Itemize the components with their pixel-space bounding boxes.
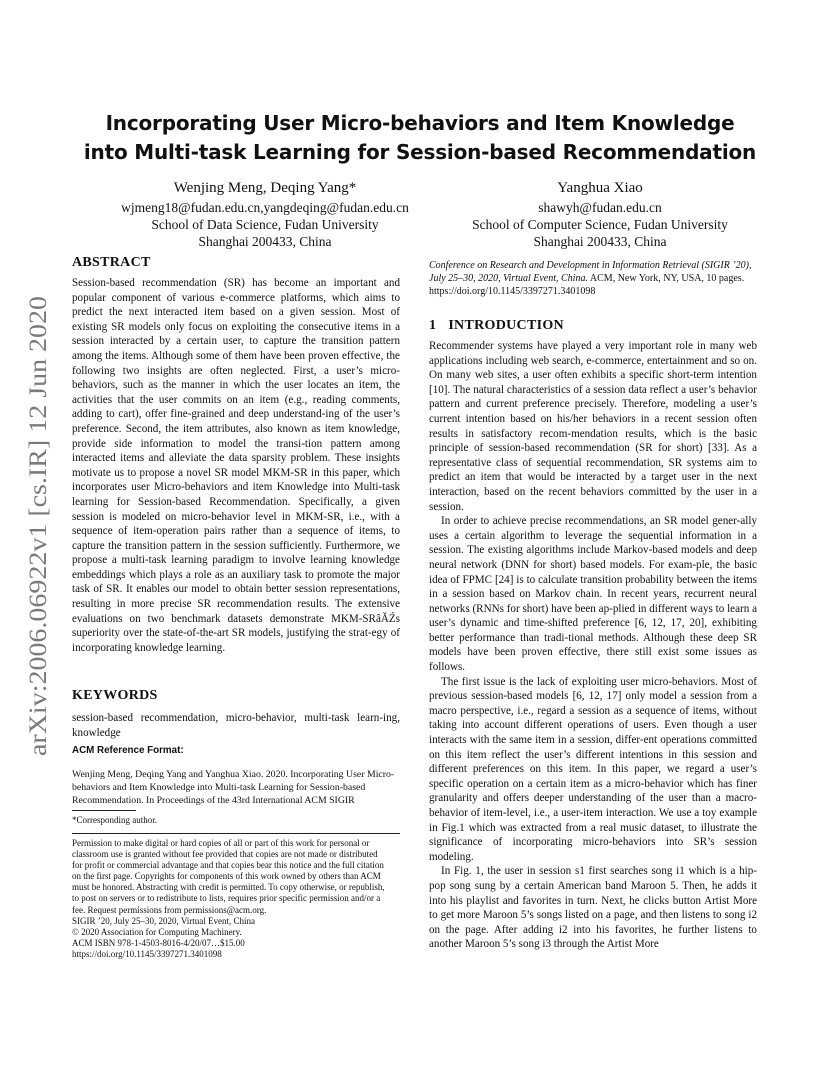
- introduction-line: sequential recommendation, SR systems aim to predict an item that: [429, 456, 758, 484]
- permission-line: SIGIR ’20, July 25–30, 2020, Virtual Event, China: [72, 915, 256, 926]
- introduction-line: reflect a user’s behavior pattern and current preference precisely.: [429, 383, 757, 411]
- abstract-paragraph-line: tion pattern among interacted items and alleviate the data sparsity: [72, 437, 400, 465]
- author-affiliation: School of Computer Science, Fudan University: [472, 217, 728, 232]
- abstract-paragraph-line: evaluations on two benchmark datasets demonstrate MKM-SRâĂŹs: [72, 612, 400, 625]
- section-number: 1: [429, 318, 437, 333]
- introduction-line: adds it into his playlist and favorites in turn. Next, he clicks button: [429, 879, 757, 907]
- abstract-paragraph: [72, 276, 400, 655]
- paper-title-line-1: Incorporating User Micro-behaviors and Item Knowledge: [105, 111, 735, 135]
- author-location: Shanghai 200433, China: [533, 234, 667, 249]
- introduction-line: understanding of the user than a macro-behavior of item-level, i.e.,: [429, 792, 757, 819]
- keywords-paragraph-line: session-based recommendation, micro-behavior, multi-task learn-: [72, 712, 384, 724]
- introduction-line: in a session. The existing algorithms include Markov-based models: [429, 529, 758, 557]
- introduction-line: from a macro perspective, i.e., regard a session as a sequence of: [429, 690, 757, 717]
- introduction-line: further listens to another Maroon 5’s song i3 through the Artist More: [429, 923, 757, 951]
- abstract-paragraph-line: Session-based recommendation (SR) has become an important and: [72, 277, 400, 289]
- introduction-line: between the items in a session based on Markov chain. In recent: [429, 573, 757, 601]
- introduction-paragraph: [429, 864, 757, 952]
- author-block-right: [435, 178, 765, 250]
- abstract-paragraph-line: of SR. It enables our model to obtain better session representations,: [93, 583, 401, 596]
- author-affiliation: School of Data Science, Fudan University: [151, 217, 379, 232]
- abstract-paragraph-line: Recommendation. Specifically, a given session is modeled on micro-: [72, 495, 400, 523]
- introduction-line: intentions in this session and different preferences on this item. In: [429, 748, 757, 776]
- introduction-line: and deep neural network (DNN for short) based models. For exam-: [429, 544, 757, 571]
- footnote-corresponding-author: *Corresponding author.: [72, 815, 157, 825]
- acm-reference-body: [72, 758, 400, 817]
- conference-dates: July 25–30, 2020, Virtual Event, China.: [429, 273, 588, 284]
- abstract-paragraph-line: task learning paradigm to involve learning knowledge embeddings: [72, 554, 400, 581]
- abstract-paragraph-line: pairs rather than a sequence of items, to capture the transition: [72, 525, 401, 552]
- introduction-line: Therefore, modeling a user’s current intention based on his/her: [429, 398, 757, 425]
- paper-title-line-2: into Multi-task Learning for Session-based Recommendation: [83, 140, 757, 164]
- author-block-left: [80, 178, 450, 250]
- introduction-line: hip-pop song sung by a certain American band Maroon 5. Then, he: [429, 865, 757, 892]
- introduction-line: years, recurrent neural networks (RNNs for short) have been ap-: [429, 588, 757, 615]
- permission-line: must be honored. Abstracting with credit is permitted. To copy otherwise, or republish,: [72, 882, 385, 893]
- introduction-line: ple, the basic idea of FPMC [24] is to calculate transition probability: [429, 558, 757, 586]
- introduction-line: ally uses a certain algorithm to leverage the sequential information: [429, 515, 757, 542]
- author-email: wjmeng18@fudan.edu.cn,yangdeqing@fudan.edu.cn: [121, 200, 409, 215]
- keywords-heading: KEYWORDS: [72, 688, 158, 703]
- abstract-paragraph-line: popular component of various e-commerce platforms, which aims: [72, 291, 392, 304]
- author-email: shawyh@fudan.edu.cn: [538, 200, 662, 215]
- abstract-paragraph-line: and item Knowledge into Multi-task learning for Session-based: [72, 481, 400, 508]
- conference-publisher: ACM, New York, NY, USA, 10 pages.: [587, 273, 745, 284]
- introduction-line: as a micro-behavior which has finer granularity and offers deeper: [429, 777, 757, 805]
- abstract-paragraph-line: egy of incorporating knowledge learning.: [72, 627, 400, 654]
- abstract-paragraph-line: problem. These insights motivate us to propose a novel SR model: [72, 452, 400, 479]
- section-title: INTRODUCTION: [448, 318, 564, 333]
- permission-line: Permission to make digital or hard copies of all or part of this work for personal or: [72, 838, 370, 848]
- author-location: Shanghai 200433, China: [198, 234, 332, 249]
- introduction-line: would be interacted by a target user in the next interaction, based: [429, 471, 758, 498]
- permission-line: ACM ISBN 978-1-4503-8016-4/20/07…$15.00: [72, 937, 245, 948]
- introduction-line: a user-item interaction. We use a toy example in Fig.1 which was: [429, 807, 757, 834]
- author-names: Yanghua Xiao: [557, 180, 643, 196]
- introduction-line: recommendation (SR for short) [33]. As a representative class of: [429, 442, 757, 469]
- abstract-paragraph-line: superiority over the state-of-the-art SR models, justifying the strat-: [72, 627, 372, 640]
- conference-info-line-2: [429, 272, 757, 285]
- abstract-body: [72, 276, 400, 655]
- abstract-paragraph-line: behavior level in MKM-SR, i.e., with a sequence of item-operation: [72, 510, 400, 538]
- keywords-paragraph: [72, 711, 400, 740]
- abstract-paragraph-line: user’s micro-behaviors, such as the manner in which the user locates: [72, 364, 400, 392]
- introduction-line: plied in different ways to learn a user’s dynamic and time-shifted: [429, 602, 757, 630]
- abstract-paragraph-line: as item knowledge, provide side information to model the transi-: [72, 422, 400, 450]
- introduction-line: on the recent behaviors committed by the user in a session.: [429, 485, 757, 513]
- introduction-line: effective, there still exist some issues as follows.: [429, 646, 757, 674]
- abstract-paragraph-line: which plays a role as an auxiliary task to promote the major task: [72, 568, 400, 596]
- permission-line: fee. Request permissions from permissions@acm.org.: [72, 904, 267, 915]
- conference-info: [429, 259, 757, 298]
- keywords-paragraph-line: ing, knowledge: [72, 712, 400, 739]
- abstract-paragraph-line: in a session interacted by a certain user, to capture the transition: [72, 320, 400, 348]
- introduction-line: tional methods. Although these deep SR models have been proven: [429, 631, 758, 659]
- acm-reference-paragraph-line: Wenjing Meng, Deqing Yang and Yanghua Xiao. 2020. Incorporating User: [72, 768, 367, 780]
- introduction-paragraph: [429, 339, 757, 514]
- introduction-line: Artist More to get more Maroon 5’s songs listed on a page, and then: [429, 894, 758, 922]
- introduction-paragraph: [429, 514, 757, 675]
- permission-notice: [72, 838, 400, 960]
- abstract-paragraph-line: effective, the following two insights are often neglected. First, a: [72, 349, 400, 377]
- introduction-line: of previous session-based models [6, 12, 17] only model a session: [429, 675, 757, 703]
- introduction-line: web applications including web search, e-commerce, entertainment: [429, 340, 757, 367]
- paper-title: [70, 109, 770, 167]
- introduction-line: mendation results, which is the basic principle of session-based: [429, 427, 758, 455]
- arxiv-stamp: [0, 0, 60, 1072]
- introduction-line: In Fig. 1, the user in session s1 first searches song i1 which is a: [441, 865, 740, 878]
- introduction-line: listens to song i2 on the page. After adding i2 into his favorites, he: [429, 909, 757, 936]
- introduction-line: ent operations committed on this item reflect the user’s different: [429, 734, 757, 761]
- introduction-line: Even though a user interacts with the same item in a session, differ-: [429, 719, 757, 747]
- abstract-paragraph-line: ing of the user’s preference. Second, the item attributes, also known: [72, 408, 400, 435]
- keywords-body: [72, 711, 400, 740]
- abstract-paragraph-line: resulting in more precise SR recommendation results. The extensive: [72, 598, 400, 611]
- acm-reference-paragraph: [72, 768, 400, 807]
- abstract-heading: ABSTRACT: [72, 255, 151, 270]
- introduction-line: this paper, we regard a user’s specific operation on a certain item: [429, 763, 757, 790]
- introduction-body: [429, 339, 757, 952]
- introduction-heading: [429, 318, 757, 334]
- introduction-paragraph: [429, 675, 757, 865]
- abstract-paragraph-line: pattern among the items. Although some of them have been proven: [72, 335, 400, 362]
- abstract-paragraph-line: to predict the next interacted item based on a given session. Most of: [72, 291, 400, 319]
- arxiv-stamp-text: arXiv:2006.06922v1 [cs.IR] 12 Jun 2020: [23, 336, 52, 756]
- abstract-paragraph-line: pattern in the session sufficiently. Furthermore, we propose a multi-: [72, 539, 400, 567]
- acm-reference-paragraph-line: Micro-behaviors and Item Knowledge into Multi-task Learning for Session-: [72, 768, 395, 793]
- permission-line: on the first page. Copyrights for components of this work owned by others than ACM: [72, 871, 381, 882]
- introduction-line: incorporating micro-behaviors into SR’s session modeling.: [429, 836, 757, 863]
- permission-line: https://doi.org/10.1145/3397271.3401098: [72, 948, 222, 959]
- introduction-line: extracted from a real music dataset, to illustrate the significance of: [429, 821, 757, 849]
- introduction-line: preference [6, 12, 17, 20], exhibiting better performance than tradi-: [429, 617, 757, 644]
- permission-line: for profit or commercial advantage and that copies bear this notice and the full citation: [72, 860, 384, 871]
- introduction-line: The first issue is the lack of exploiting user micro-behaviors. Most: [441, 675, 748, 688]
- introduction-line: term intention [10]. The natural characteristics of a session data: [429, 369, 757, 396]
- introduction-line: and so on. On many web sites, a user often exhibits a specific short-: [429, 354, 758, 382]
- introduction-line: behaviors in a recent session often results in satisfactory recom-: [429, 412, 757, 440]
- abstract-paragraph-line: existing SR models only focus on exploiting the consecutive items: [72, 320, 383, 333]
- abstract-paragraph-line: an item, the activities that the user commits on an item (e.g., reading: [72, 379, 401, 406]
- introduction-line: Recommender systems have played a very important role in many: [429, 340, 739, 352]
- introduction-line: items, without taking into account different operations of users.: [429, 704, 757, 732]
- permission-line: © 2020 Association for Computing Machinery.: [72, 926, 242, 937]
- abstract-paragraph-line: MKM-SR in this paper, which incorporates user Micro-behaviors: [72, 466, 400, 494]
- conference-info-line-1: Conference on Research and Development in Information Retrieval (SIGIR ’20),: [429, 260, 752, 271]
- permission-line: to post on servers or to redistribute to lists, requires prior specific permission and/or a: [72, 893, 381, 904]
- doi-link[interactable]: https://doi.org/10.1145/3397271.3401098: [429, 286, 596, 297]
- permission-line: classroom use is granted without fee provided that copies are not made or distributed: [72, 849, 378, 860]
- author-names: Wenjing Meng, Deqing Yang*: [173, 180, 357, 196]
- acm-reference-heading: ACM Reference Format:: [72, 745, 184, 756]
- footnote-divider: [72, 810, 136, 811]
- abstract-paragraph-line: comments, adding to cart), offer fine-grained and deep understand-: [72, 393, 400, 421]
- acm-reference-paragraph-line: based Recommendation. In Proceedings of the 43rd International ACM SIGIR: [72, 781, 366, 806]
- permission-divider: [72, 833, 400, 834]
- introduction-line: In order to achieve precise recommendations, an SR model gener-: [441, 515, 741, 528]
